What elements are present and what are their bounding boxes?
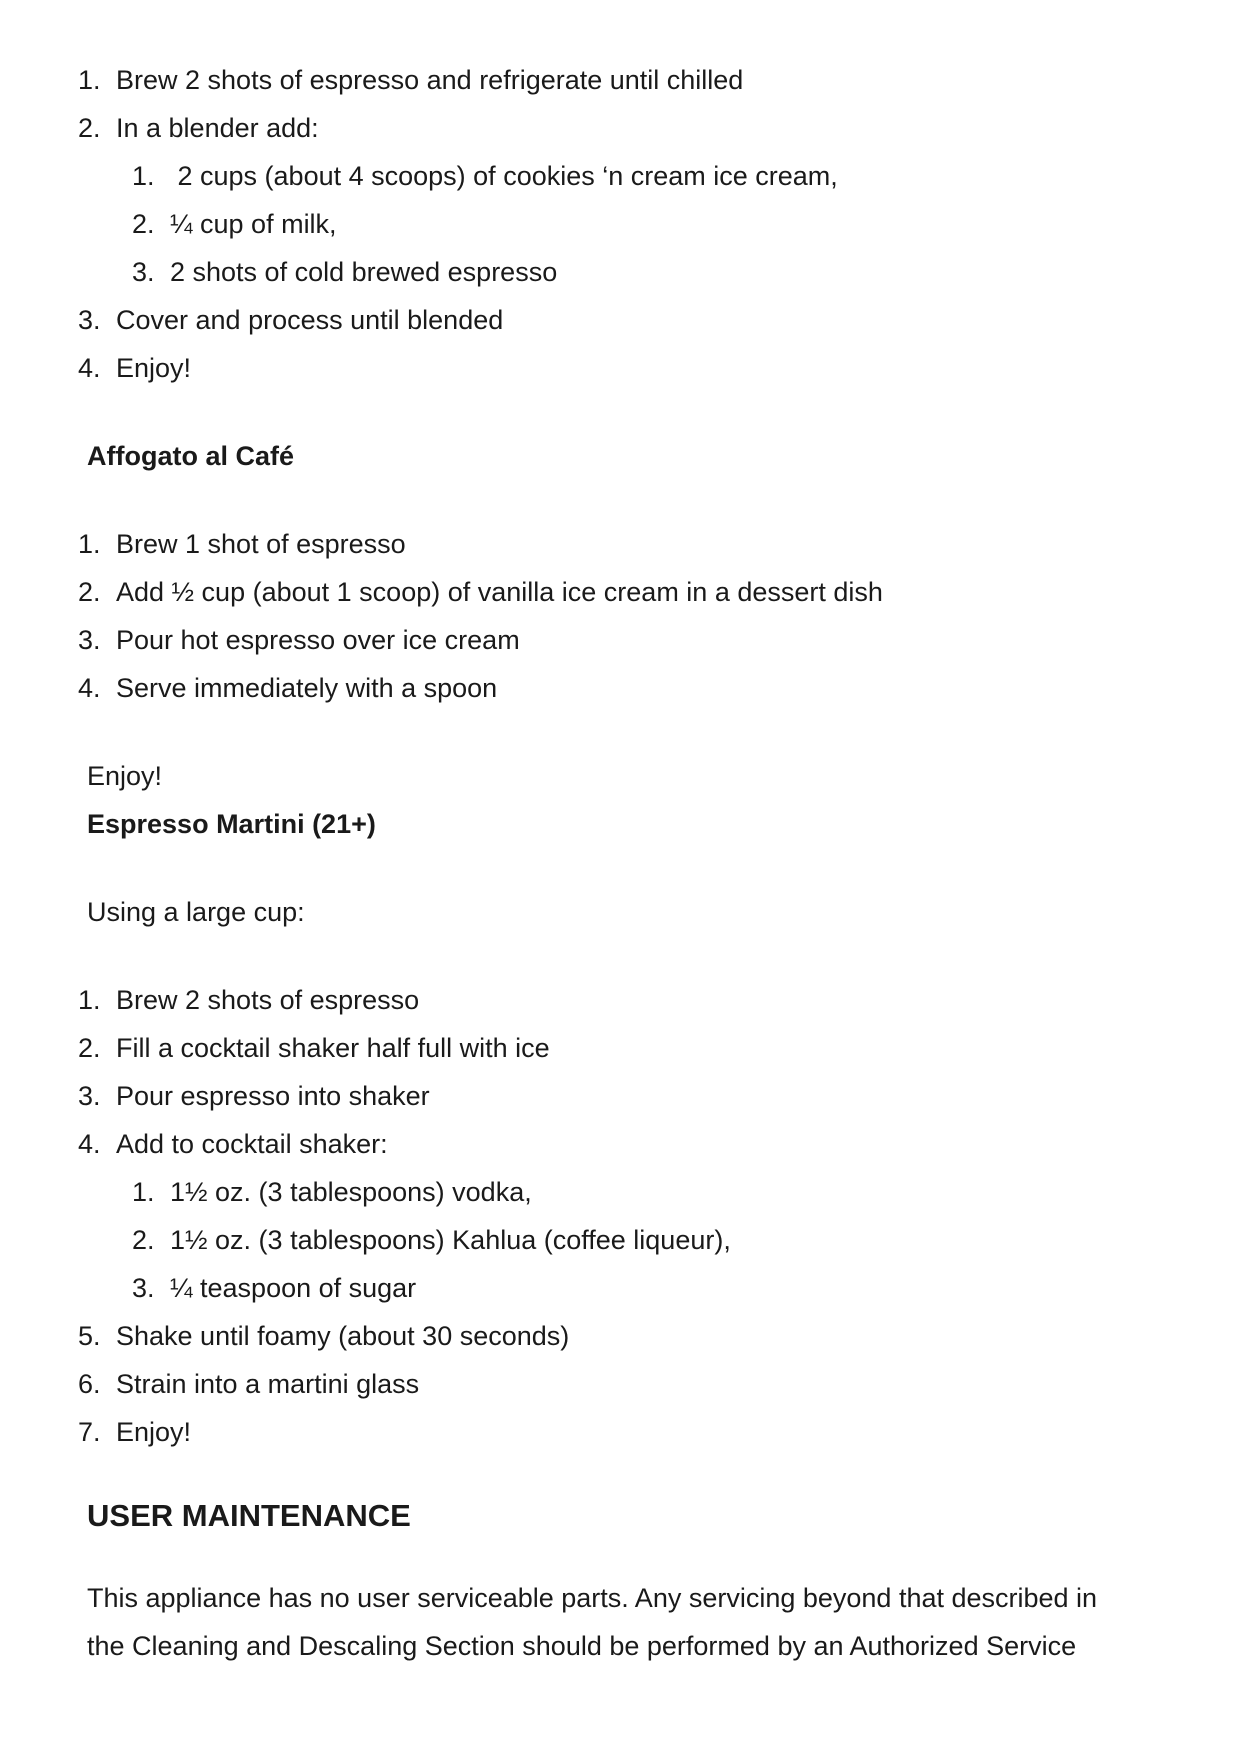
sub-list-item: 1. 1½ oz. (3 tablespoons) vodka, [132,1177,532,1207]
paragraph-line: This appliance has no user serviceable parts. Any servicing beyond that described in [87,1583,1098,1613]
sub-list-item: 3. ¼ teaspoon of sugar [132,1273,417,1303]
section-heading: USER MAINTENANCE [87,1498,411,1533]
list-item: 2. In a blender add: [78,113,319,143]
list-item: 1. Brew 1 shot of espresso [78,529,406,559]
recipe-title: Espresso Martini (21+) [87,809,376,839]
list-item: 3. Pour espresso into shaker [78,1081,430,1111]
list-item: 2. Add ½ cup (about 1 scoop) of vanilla ice cream in a dessert dish [78,577,883,607]
list-item: 4. Enjoy! [78,353,192,383]
list-item: 7. Enjoy! [78,1417,192,1447]
sub-list-item: 2. ¼ cup of milk, [132,209,337,239]
list-item: 1. Brew 2 shots of espresso [78,985,420,1015]
list-item: 3. Cover and process until blended [78,305,504,335]
list-item: 4. Add to cocktail shaker: [78,1129,388,1159]
list-item: 3. Pour hot espresso over ice cream [78,625,520,655]
recipe-title: Affogato al Café [87,441,295,471]
paragraph-line: the Cleaning and Descaling Section should be performed by an Authorized Service [87,1631,1077,1661]
list-item: 1. Brew 2 shots of espresso and refrigerate until chilled [78,65,744,95]
list-item: 4. Serve immediately with a spoon [78,673,498,703]
closing-text: Enjoy! [87,761,163,791]
list-item: 2. Fill a cocktail shaker half full with ice [78,1033,550,1063]
sub-list-item: 3. 2 shots of cold brewed espresso [132,257,558,287]
sub-list-item: 2. 1½ oz. (3 tablespoons) Kahlua (coffee liqueur), [132,1225,731,1255]
list-item: 5. Shake until foamy (about 30 seconds) [78,1321,570,1351]
sub-list-item: 1. 2 cups (about 4 scoops) of cookies ‘n cream ice cream, [132,161,838,191]
intro-text: Using a large cup: [87,897,305,927]
list-item: 6. Strain into a martini glass [78,1369,420,1399]
